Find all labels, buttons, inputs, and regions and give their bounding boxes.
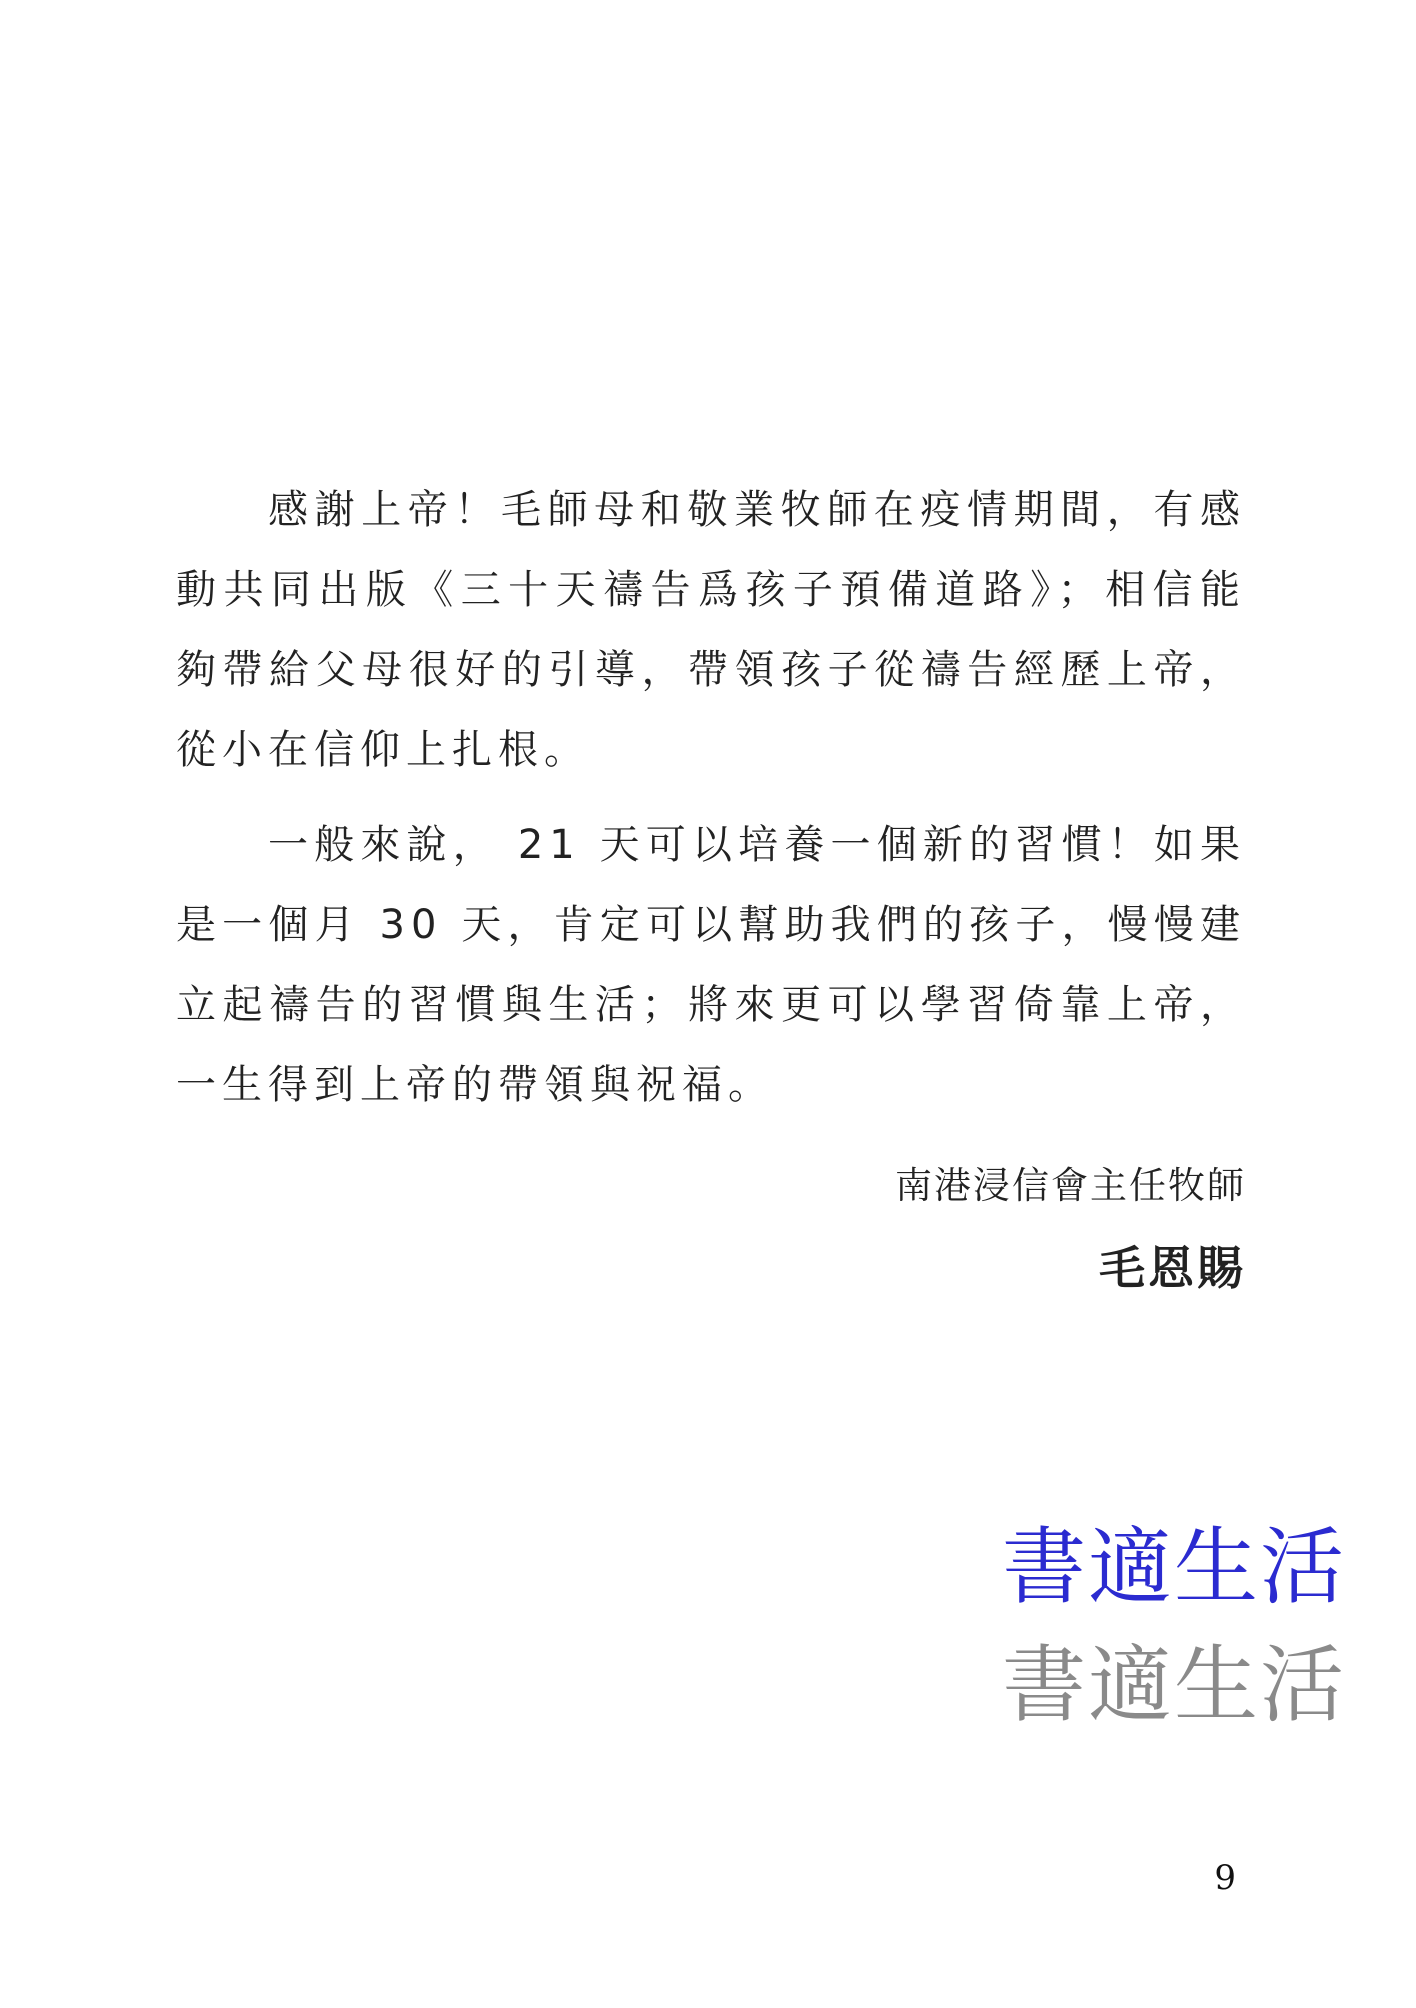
paragraph-1: 感謝上帝！毛師母和敬業牧師在疫情期間，有感動共同出版《三十天禱告爲孩子預備道路》；相信能夠帶給父母很好的引導，帶領孩子從禱告經歷上帝，從小在信仰上扎根。: [176, 487, 1246, 773]
signature-name: 毛恩賜: [1099, 1241, 1246, 1295]
watermark-secondary: 書適生活: [1001, 1636, 1346, 1734]
paragraph-2: 一般來說， 21 天可以培養一個新的習慣！如果是一個月 30 天，肯定可以幫助我們的孩子，慢慢建立起禱告的習慣與生活；將來更可以學習倚靠上帝，一生得到上帝的帶領與祝福。: [176, 822, 1246, 1108]
watermark-primary: 書適生活: [1001, 1518, 1346, 1616]
signature-title: 南港浸信會主任牧師: [895, 1164, 1246, 1207]
page-number: 9: [1214, 1858, 1236, 1898]
